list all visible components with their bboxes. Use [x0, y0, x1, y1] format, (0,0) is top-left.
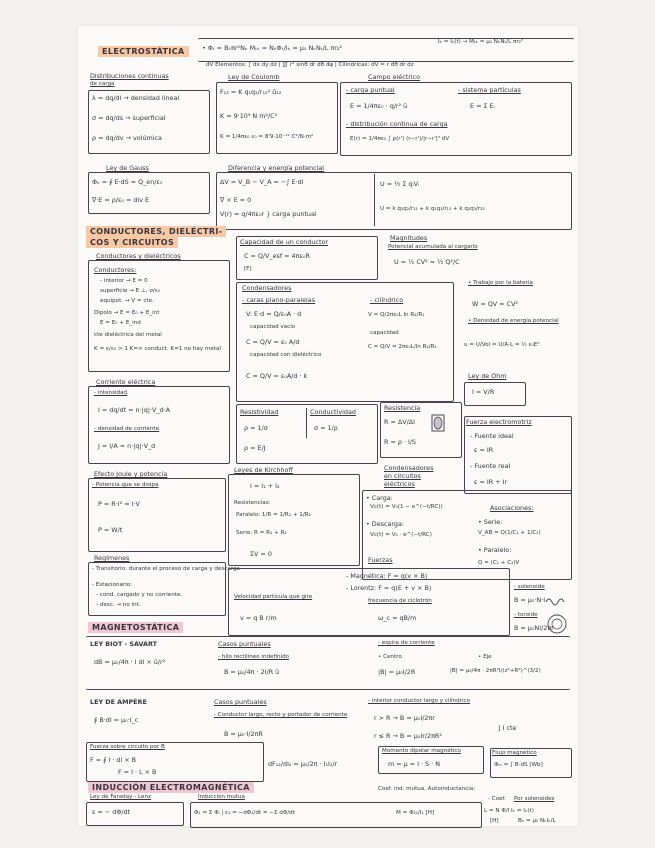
- energia-line4: W = QV = CV²: [472, 300, 518, 308]
- corr-line2: I = dq/dt = n·|q|·V_d·A: [98, 406, 171, 414]
- resist-line1: ρ = 1/σ: [244, 424, 268, 432]
- faraday-line1: ε = − dΦ/dt: [92, 808, 131, 816]
- kirchhoff-line4: Serie: R = R₁ + R₂: [236, 530, 287, 536]
- regimenes-line3: - cond. cargado y no corriente.: [96, 592, 183, 598]
- potencial-line4: U = ½ Σ qᵢVᵢ: [380, 180, 420, 188]
- carga-line5: Asociaciones:: [490, 504, 534, 512]
- auto-line2: Por solenoides: [514, 796, 555, 802]
- section-magnetostatica: MAGNETOSTÁTICA: [88, 622, 183, 633]
- energia-line2: U = ½ CV² = ½ Q²/C: [394, 258, 460, 266]
- fem-line1: - Fuente ideal: [470, 432, 514, 440]
- regimenes-line1: - Transitorio: durante el proceso de carga y descarga: [92, 566, 240, 572]
- biot-line8: • Eje: [478, 654, 492, 660]
- resistividad-title: Resistividad: [240, 408, 279, 416]
- biot-line3: - hilo rectilíneo indefinido: [218, 654, 290, 660]
- cond-line2: - interior → E = 0: [100, 278, 148, 284]
- cond2-line1: - caras plano-paralelas: [242, 296, 316, 304]
- gauss-line1: Φₑ = ∮ E·dS = Q_en/ε₀: [92, 178, 163, 186]
- campo-title: Campo eléctrico: [368, 73, 421, 81]
- gauss-line2: ∇·E = ρ/ε₀ = div E: [92, 196, 150, 204]
- faraday-title: Ley de Faraday - Lenz: [90, 794, 151, 800]
- solenoide-line4: B = μ₀NI/2πr: [514, 624, 554, 632]
- biot-title: LEY BIOT - SAVART: [90, 640, 157, 648]
- condensadores-title: Condensadores: [242, 284, 292, 292]
- ampere-line1: ∮ B·dl = μ₀·I_c: [94, 716, 139, 724]
- fc-line3: dF₁₂/dl₂ = μ₀/2π · I₁I₂/r: [268, 760, 338, 768]
- campo-line1: - carga puntual: [346, 86, 395, 94]
- joule-line2: P = R·I² = I·V: [98, 500, 140, 508]
- biot-line4: B = μ₀/4π · 2I/R ū: [224, 668, 280, 676]
- auto-line4: [H]: [490, 818, 499, 824]
- capacidad-title: Capacidad de un conductor: [240, 238, 328, 246]
- section-induccion: INDUCCIÓN ELECTROMAGNÉTICA: [88, 782, 254, 793]
- potencial-line2: ∇ × E = 0: [220, 196, 252, 204]
- corr-line3: - densidad de corriente: [94, 426, 160, 432]
- ampere-line3: - Conductor largo, recto y portador de corriente: [214, 712, 348, 718]
- mutua-title: Inducción mutua: [198, 794, 245, 800]
- fuerzas-line2: - Lorentz: F = q(E + v × B): [346, 584, 432, 592]
- cond2-line4: C = Q/V = ε₀ A/d: [246, 338, 300, 346]
- biot-line1: dB = μ₀/4π · I dl × ū/r²: [94, 658, 166, 666]
- resist-line2: σ = 1/ρ: [314, 424, 338, 432]
- solenoide-line2: B = μ₀·N·I: [514, 596, 546, 604]
- ampere-line6: r > R → B = μ₀I/2πr: [374, 714, 435, 722]
- dipolar-title: Momento dipolar magnético: [382, 748, 461, 754]
- kirchhoff-box: [228, 474, 360, 566]
- ohm-title: Ley de Ohm: [468, 372, 507, 380]
- dipolar-line1: m = μ = I · S · N: [388, 760, 441, 768]
- mutua-line1: Φ₁ = Σ Φᵢ | ε₁ = −dΦ₁/dt = −Σ dΦ/dt: [194, 810, 295, 816]
- auto-line3: L = N Φ/I Iₖ = Iₖ(t): [484, 808, 534, 814]
- kirchhoff-title: Leyes de Kirchhoff: [234, 466, 293, 474]
- distribuciones-title: Distribuciones continuas: [90, 72, 169, 80]
- potencial-line5: U = k q₁q₂/r₁₂ + k q₁q₃/r₁₃ + k q₂q₃/r₂₃: [380, 206, 485, 212]
- campo-line4: E = Σ Eᵢ: [470, 102, 495, 110]
- potencial-divider: [374, 174, 375, 226]
- kirchhoff-line5: ΣV = 0: [250, 550, 272, 558]
- carga-line3: • Descarga:: [366, 520, 405, 528]
- campo-line5: - distribución continua de carga: [346, 120, 448, 128]
- notes-sheet: [78, 26, 578, 826]
- biot-line2: Casos puntuales: [218, 640, 271, 648]
- fuerzas-line1: - Magnética: F = q(v × B): [346, 572, 428, 580]
- solenoid-toroid-icon: [544, 594, 570, 638]
- resistencia-title: Resistencia: [384, 404, 421, 412]
- capacidad-line2: [F]: [244, 266, 252, 272]
- cond-line1: Conductores:: [94, 266, 137, 274]
- resist-line3: ρ = E/J: [244, 444, 266, 452]
- ampere-line8: ] I cte: [498, 724, 517, 732]
- joule-title: Efecto Joule y potencia: [94, 470, 168, 478]
- regimenes-line4: - desc. → no int.: [96, 602, 141, 608]
- auto-line5: Bₖ = μ₀ NₖIₖ/L: [518, 818, 556, 824]
- carga-line6: • Serie:: [478, 518, 503, 526]
- resistencia-line2: R = ρ · l/S: [384, 438, 416, 446]
- cond-line4: equipot. → V = cte.: [100, 298, 154, 304]
- coulomb-line3: K = 1/4πε₀ ε₀ = 8'9·10⁻¹² C²/N·m²: [220, 134, 314, 140]
- fc-line2: F = I · L × B: [118, 768, 157, 776]
- cond2-line9: capacidad: [370, 330, 399, 336]
- cond2-line8: V = Q/2πε₀L ln R₂/R₁: [368, 312, 425, 318]
- ampere-line5: - interior conductor largo y cilíndrico: [368, 698, 471, 704]
- cond-line7: cte dieléctrica del metal: [94, 332, 162, 338]
- ohm-line1: I = V/R: [472, 388, 495, 396]
- carga-line8: • Paralelo:: [478, 546, 512, 554]
- kirchhoff-line2: Resistencias:: [234, 500, 271, 506]
- cond2-line2: V: E·d = Q/ε₀A · d: [246, 310, 302, 318]
- cond2-line3: capacidad vacío: [250, 324, 296, 330]
- ampere-line7: r ≤ R → B = μ₀Ir/2πR²: [374, 732, 442, 740]
- corr-line4: J = I/A = n·|q|·V_d: [98, 442, 156, 450]
- carga-line4: Vc(t) = V₀ · e^(−t/RC): [370, 532, 432, 538]
- coulomb-line2: K = 9·10⁹ N m²/C²: [220, 112, 278, 120]
- kirchhoff-line3: Paralelo: 1/R = 1/R₁ + 1/R₂: [236, 512, 311, 518]
- regimenes-line2: - Estacionario:: [92, 582, 133, 588]
- energia-line1: Potencial acumulada al cargarlo: [388, 244, 478, 250]
- corriente-title: Corriente eléctrica: [96, 378, 156, 386]
- fuerzas-line4: v = q B r/m: [240, 614, 277, 622]
- biot-line6: • Centro: [378, 654, 402, 660]
- carga-line7: V_AB = Q(1/C₁ + 1/C₂): [478, 530, 541, 536]
- fc-title: Fuerza sobre circuito por B: [90, 744, 165, 750]
- fem-line3: - Fuente real: [470, 462, 511, 470]
- fuerzas-line6: ω_c = qB/m: [378, 614, 417, 622]
- biot-line7: |B| = μ₀I/2R: [378, 668, 416, 676]
- fc-line1: F = ∮ I · dl × B: [90, 756, 137, 764]
- gauss-title: Ley de Gauss: [106, 164, 149, 172]
- flujo-title: Flujo magnético: [492, 750, 537, 756]
- capacidad-line1: C = Q/V_esf = 4πε₀R: [244, 252, 310, 260]
- section-conductores: CONDUCTORES, DIELÉCTRI-: [86, 226, 226, 237]
- solenoide-line3: - toroide: [514, 612, 538, 618]
- ampere-line2: Casos puntuales: [214, 698, 267, 706]
- regimenes-title: Regímenes: [94, 554, 130, 562]
- carga-line2: Vc(t) = V₀(1 − e^(−t/RC)): [370, 504, 443, 510]
- energia-title: Magnitudes: [390, 234, 428, 242]
- corr-line1: - intensidad: [94, 390, 128, 396]
- kirchhoff-line1: I = I₁ + I₂: [250, 482, 280, 490]
- condiciones-line3: eléctricos: [384, 480, 415, 488]
- biot-line5: - espira de corriente: [378, 640, 435, 646]
- conductividad-title: Conductividad: [310, 408, 356, 416]
- cond2-line7: - cilíndrico: [370, 296, 404, 304]
- mutua-line2: M = Φ₂₁/I₁ [H]: [396, 810, 435, 816]
- flux-formula: • Φₜ = B₀πr²Nₖ Mₜₖ = NₖΦₜ/Iₖ = μ₀ NₖNₜ/L πr₂²: [202, 44, 342, 52]
- section-electrostatica: ELECTROSTÁTICA: [98, 46, 189, 57]
- cond-line5: Dipolo → E = E₀ + E_int: [94, 310, 160, 316]
- dist-line2: σ = dq/ds → superficial: [92, 114, 166, 122]
- campo-line2: - sistema partículas: [458, 86, 521, 94]
- energia-line5: • Densidad de energía potencial: [468, 318, 559, 324]
- fuerzas-title: Fuerzas: [368, 556, 393, 564]
- cond2-line10: C = Q/V = 2πε₀L/ln R₂/R₁: [368, 344, 437, 350]
- section-conductores-2: COS Y CIRCUITOS: [86, 237, 178, 248]
- resistividad-divider: [306, 408, 307, 438]
- joule-box: [88, 478, 226, 552]
- volume-elements: dV Elementos: ∫ dx dy dz | ∭ r² sinθ dr dθ dφ | Cilíndricas: dV = r dθ dr dz: [206, 62, 414, 68]
- fem-title: Fuerza electromotriz: [466, 418, 532, 426]
- potencial-title: Diferencia y energía potencial: [228, 164, 325, 172]
- condiciones-line2: en circuitos: [384, 472, 421, 480]
- joule-line1: - Potencia que se disipa: [92, 482, 159, 488]
- mutual-formula: Iₖ = Iₖ(t) → Mₜₖ = μ₀ NₖNₜ/L πr₂²: [438, 39, 524, 45]
- coulomb-line1: F₁₂ = K q₁q₂/r₁₂² û₁₂: [220, 88, 282, 96]
- condiciones-line1: Condensadores: [384, 464, 434, 472]
- auto-title: Coef. ind. mutua, Autoinductancia:: [378, 786, 476, 792]
- carga-line9: Q = (C₁ + C₂)V: [478, 560, 520, 566]
- flujo-line1: Φₘ = ∫ B·dS [Wb]: [494, 762, 543, 768]
- fuerzas-line3: Velocidad partícula que gire: [234, 594, 313, 600]
- solenoide-line1: - solenoide: [514, 584, 545, 590]
- campo-line3: E = 1/4πε₀ · q/r² ū: [350, 102, 408, 110]
- fem-line4: ε = IR + Ir: [474, 478, 508, 486]
- campo-line6: E(r) = 1/4πε₀ ∫ ρ(r') (r−r')/|r−r'|³ dV: [350, 136, 450, 142]
- energia-line6: u = U/Vol = U/A·L = ½ ε₀E²: [464, 342, 540, 348]
- energia-line3: • Trabajo por la batería: [468, 280, 533, 286]
- conductores-title: Conductores y dieléctricos: [96, 252, 181, 260]
- biot-line9: |B| = μ₀/4π · 2πR²I/(z²+R²)^(3/2): [450, 668, 541, 674]
- dist-line1: λ = dq/dl → densidad lineal: [92, 94, 180, 102]
- joule-line3: P = W/t: [98, 526, 123, 534]
- cond2-line5: capacidad con dieléctrico: [250, 352, 322, 358]
- corriente-box: [88, 386, 230, 464]
- fem-line2: ε = IR: [474, 446, 494, 454]
- ampere-line4: B = μ₀·I/2πR: [224, 730, 263, 738]
- distribuciones-subtitle: de carga: [90, 81, 115, 87]
- cond2-line6: C = Q/V = ε₀A/d · k: [246, 372, 308, 380]
- carga-line1: • Carga:: [366, 494, 393, 502]
- resistor-cylinder-icon: [428, 412, 450, 434]
- resistencia-line1: R = ΔV/ΔI: [384, 418, 416, 426]
- cond-line8: K = ε/ε₀ > 1 K=∞ conduct. K=1 no hay metal: [94, 346, 221, 352]
- cond-line6: E = E₀ + E_ind: [100, 320, 141, 326]
- cond-line3: superficie → E ⊥, σ/ε₀: [100, 288, 161, 294]
- potencial-line3: V(r) = q/4πε₀r } carga puntual: [220, 210, 317, 218]
- coulomb-title: Ley de Coulomb: [228, 73, 280, 81]
- dist-line3: ρ = dq/dv → volúmica: [92, 134, 162, 142]
- auto-line1: - Coef.: [488, 796, 506, 802]
- ampere-title: LEY DE AMPÈRE: [90, 698, 147, 706]
- fuerzas-line5: frecuencia de ciclotrón: [368, 598, 432, 604]
- potencial-line1: ΔV = V_B − V_A = −∫ E·dl: [220, 178, 304, 186]
